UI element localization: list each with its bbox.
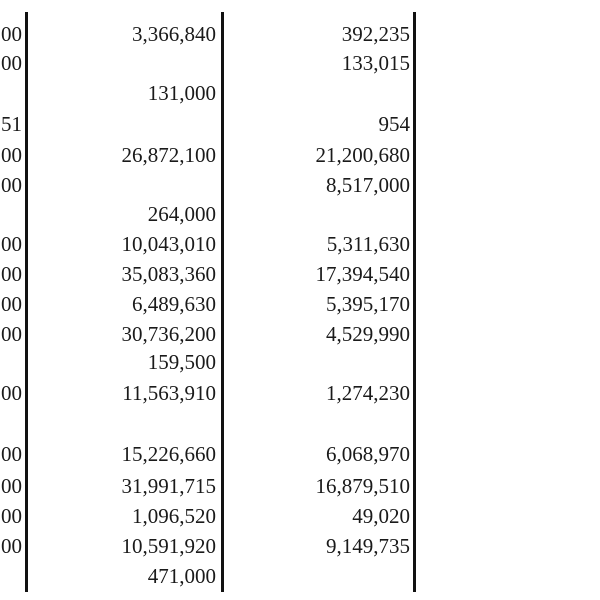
table-cell-b: 15,226,660 — [121, 442, 216, 466]
table-cell-a: 00 — [1, 22, 22, 46]
table-cell-b: 131,000 — [147, 81, 216, 105]
table-cell-a: 00 — [1, 292, 22, 316]
table-cell-c: 16,879,510 — [315, 474, 410, 498]
table-cell-b: 10,591,920 — [121, 534, 216, 558]
table-cell-b: 159,500 — [147, 350, 216, 374]
table-cell-a: 00 — [1, 442, 22, 466]
table-cell-a: 51 — [1, 112, 22, 136]
column-divider-right — [413, 12, 416, 592]
table-cell-c: 17,394,540 — [315, 262, 410, 286]
table-cell-a: 00 — [1, 474, 22, 498]
table-cell-c: 5,311,630 — [326, 232, 410, 256]
table-cell-b: 26,872,100 — [121, 143, 216, 167]
table-cell-a: 00 — [1, 143, 22, 167]
table-cell-b: 11,563,910 — [122, 381, 216, 405]
table-cell-c: 133,015 — [341, 51, 410, 75]
table-cell-b: 10,043,010 — [121, 232, 216, 256]
table-cell-a: 00 — [1, 51, 22, 75]
table-cell-b: 471,000 — [147, 564, 216, 588]
table-cell-a: 00 — [1, 322, 22, 346]
table-cell-a: 00 — [1, 232, 22, 256]
table-cell-c: 392,235 — [341, 22, 410, 46]
table-cell-b: 264,000 — [147, 202, 216, 226]
table-cell-c: 6,068,970 — [326, 442, 410, 466]
table-cell-a: 00 — [1, 534, 22, 558]
table-cell-b: 35,083,360 — [121, 262, 216, 286]
table-cell-c: 1,274,230 — [326, 381, 410, 405]
table-cell-c: 954 — [378, 112, 410, 136]
table-cell-c: 4,529,990 — [326, 322, 410, 346]
table-cell-b: 1,096,520 — [132, 504, 216, 528]
table-cell-c: 5,395,170 — [326, 292, 410, 316]
table-cell-c: 21,200,680 — [315, 143, 410, 167]
table-cell-a: 00 — [1, 262, 22, 286]
table-cell-c: 49,020 — [352, 504, 410, 528]
table-cell-c: 8,517,000 — [326, 173, 410, 197]
table-cell-b: 3,366,840 — [132, 22, 216, 46]
table-cell-b: 6,489,630 — [132, 292, 216, 316]
table-cell-a: 00 — [1, 504, 22, 528]
table-cell-c: 9,149,735 — [326, 534, 410, 558]
table-cell-b: 31,991,715 — [121, 474, 216, 498]
table-cell-a: 00 — [1, 173, 22, 197]
column-divider-middle — [221, 12, 224, 592]
column-divider-left — [25, 12, 28, 592]
table-cell-a: 00 — [1, 381, 22, 405]
table-cell-b: 30,736,200 — [121, 322, 216, 346]
